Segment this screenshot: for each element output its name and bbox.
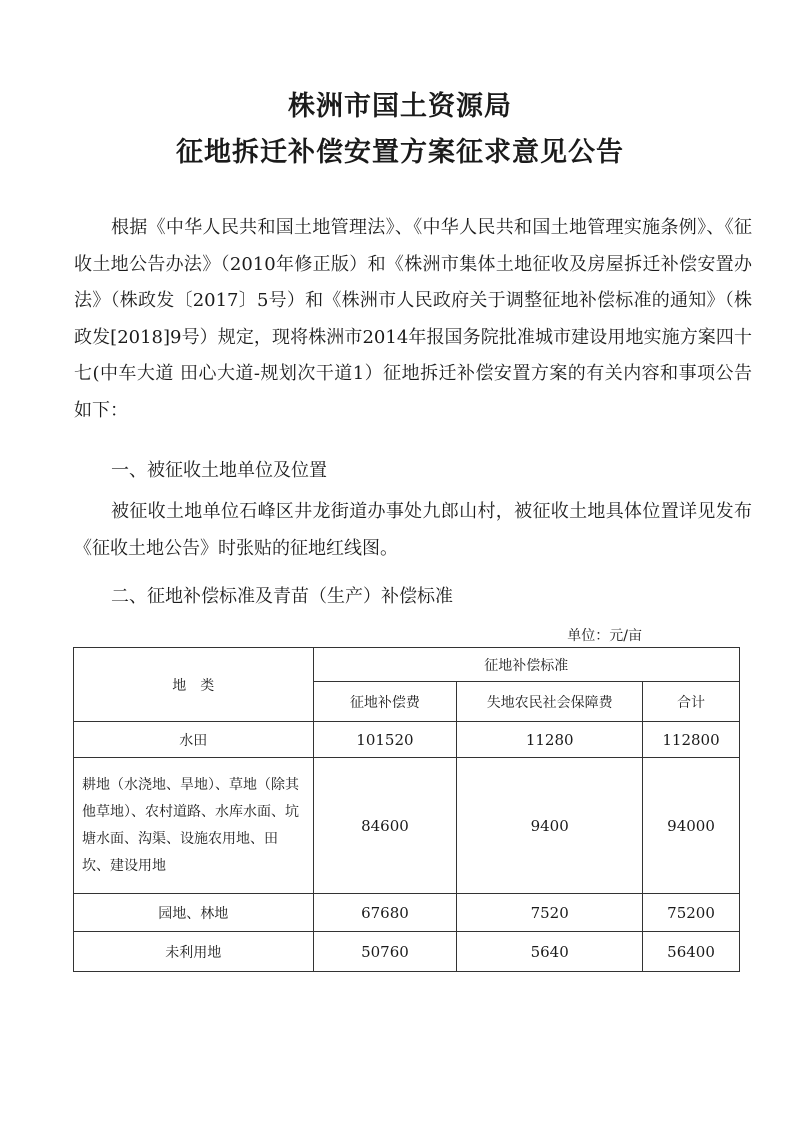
cell-land-type: 水田 <box>74 722 314 758</box>
cell-total: 75200 <box>643 894 740 932</box>
cell-total: 56400 <box>643 932 740 972</box>
section1-heading: 一、被征收土地单位及位置 <box>111 460 327 481</box>
header-total: 合计 <box>643 682 740 722</box>
cell-total: 94000 <box>643 758 740 894</box>
table-row <box>74 932 740 972</box>
header-compensation-fee: 征地补偿费 <box>313 682 457 722</box>
section1-paragraph: 被征收土地单位石峰区井龙街道办事处九郎山村，被征收土地具体位置详见发布《征收土地公告》时张贴的征地红线图。 <box>74 501 752 559</box>
table-row <box>74 894 740 932</box>
cell-land-type: 耕地（水浇地、旱地）、草地（除其他草地）、农村道路、水库水面、坑塘水面、沟渠、设施农用地、田坎、建设用地 <box>74 758 314 894</box>
document-title: 株洲市国土资源局 <box>288 91 512 122</box>
cell-land-type: 未利用地 <box>74 932 314 972</box>
table-row <box>74 758 740 894</box>
cell-compensation: 50760 <box>313 932 457 972</box>
cell-compensation: 84600 <box>313 758 457 894</box>
cell-total: 112800 <box>643 722 740 758</box>
header-compensation-standard: 征地补偿标准 <box>313 648 739 682</box>
unit-label: 单位：元/亩 <box>567 628 642 644</box>
cell-compensation: 67680 <box>313 894 457 932</box>
header-social-security-fee: 失地农民社会保障费 <box>457 682 643 722</box>
document-subtitle: 征地拆迁补偿安置方案征求意见公告 <box>176 137 624 168</box>
cell-social-security: 11280 <box>457 722 643 758</box>
intro-paragraph: 根据《中华人民共和国土地管理法》、《中华人民共和国土地管理实施条例》、《征收土地公告办法》（2010年修正版）和《株洲市集体土地征收及房屋拆迁补偿安置办法》（株政发〔2017〕5号）和《株洲市人民政府关于调整征地补偿标准的通知》（株政发[2018]9号）规定，现将株洲市2014年报国务院批准城市建设用地实施方案四十七(中车大道 田心大道-规划次干道1）征地拆迁补偿安置方案的有关内容和事项公告如下： <box>74 217 752 421</box>
cell-social-security: 5640 <box>457 932 643 972</box>
table-row <box>74 722 740 758</box>
cell-social-security: 9400 <box>457 758 643 894</box>
header-land-type: 地 类 <box>74 648 314 722</box>
section2-heading: 二、征地补偿标准及青苗（生产）补偿标准 <box>111 586 453 607</box>
cell-compensation: 101520 <box>313 722 457 758</box>
compensation-table <box>73 647 740 972</box>
cell-land-type: 园地、林地 <box>74 894 314 932</box>
table-header-row <box>74 648 740 682</box>
cell-social-security: 7520 <box>457 894 643 932</box>
